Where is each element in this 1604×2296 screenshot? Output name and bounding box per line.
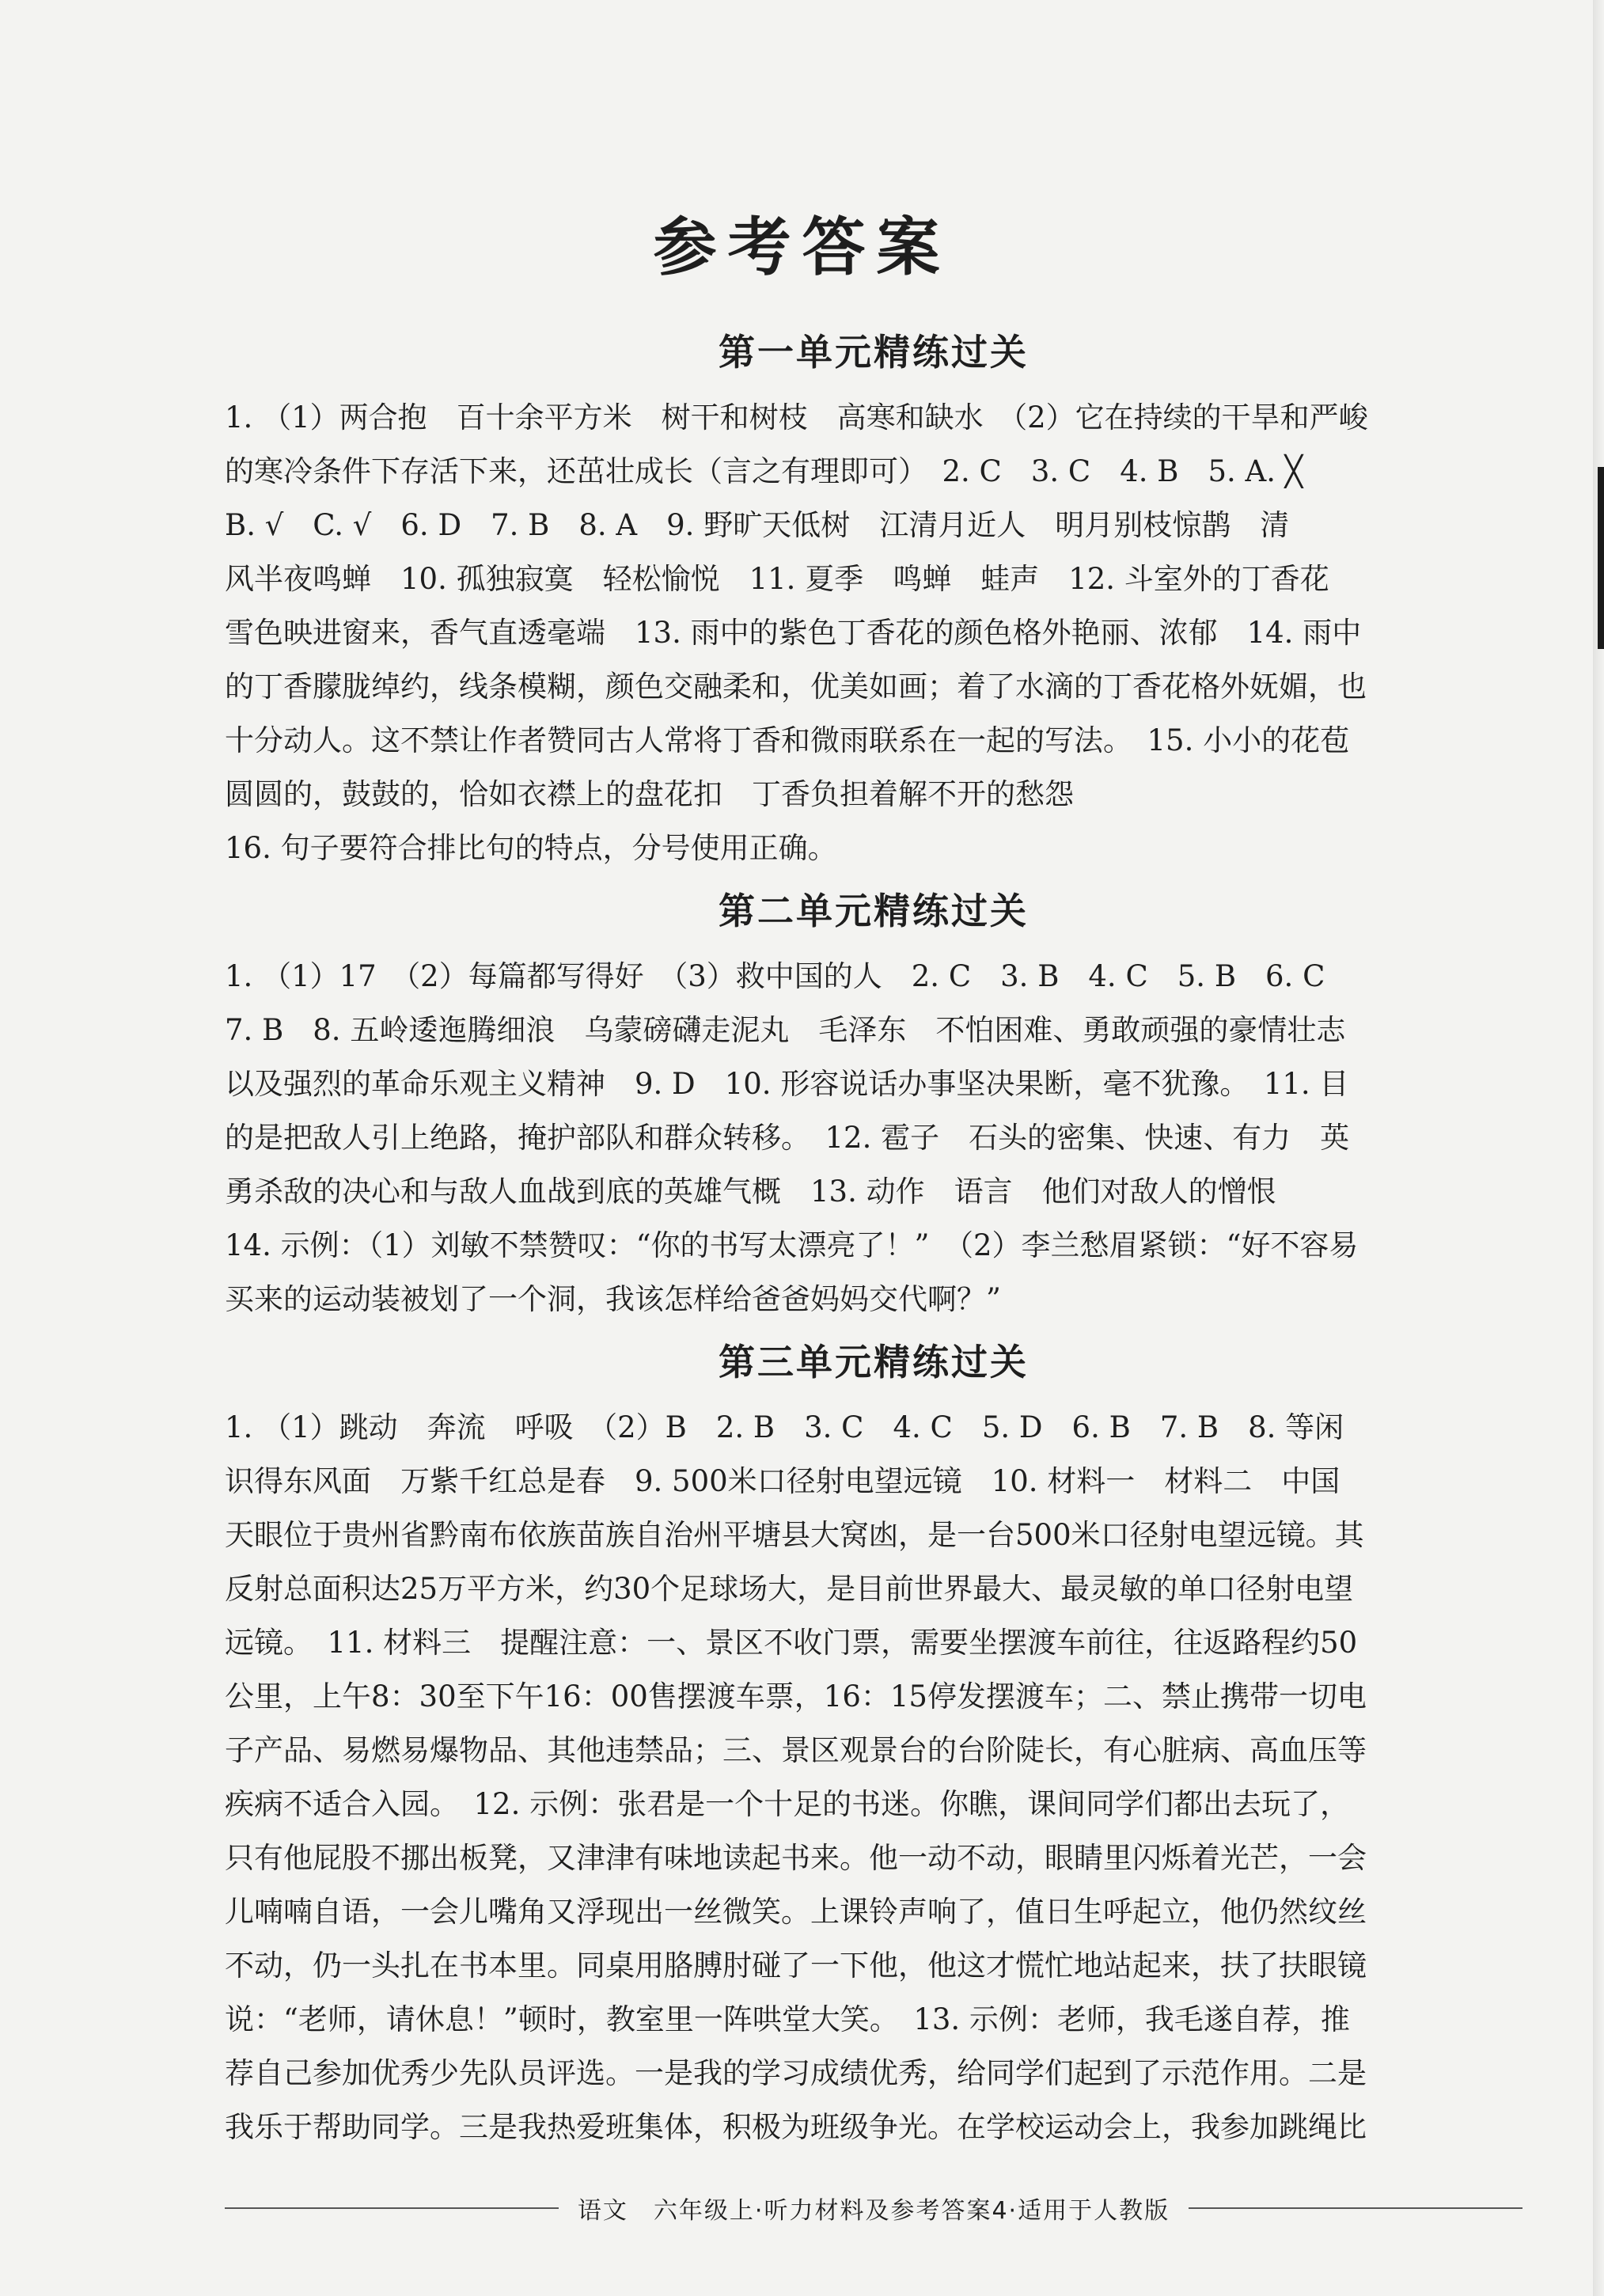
answer-content: [225, 317, 1522, 2154]
footer-text: 语文 六年级上·听力材料及参考答案4·适用于人教版: [577, 2197, 1170, 2225]
section-heading: 第二单元精练过关: [719, 890, 1029, 932]
text-line: 疾病不适合入园。 12. 示例：张君是一个十足的书迷。你瞧，课间同学们都出去玩了，: [225, 1787, 1350, 1821]
text-line: 儿喃喃自语，一会儿嘴角又浮现出一丝微笑。上课铃声响了，值日生呼起立，他仍然纹丝: [225, 1895, 1367, 1929]
footer-rule-left: [225, 2207, 559, 2209]
text-line: 反射总面积达25万平方米，约30个足球场大，是目前世界最大、最灵敏的单口径射电望: [225, 1572, 1354, 1606]
text-line: 远镜。 11. 材料三 提醒注意：一、景区不收门票，需要坐摆渡车前往，往返路程约50: [225, 1626, 1358, 1660]
section-unit-1: [225, 324, 1522, 875]
text-line: 7. B 8. 五岭逶迤腾细浪 乌蒙磅礴走泥丸 毛泽东 不怕困难、勇敢顽强的豪情壮志: [225, 1013, 1346, 1047]
binding-mark: [1598, 467, 1604, 649]
section-heading: 第一单元精练过关: [719, 331, 1029, 374]
text-line: 天眼位于贵州省黔南布依族苗族自治州平塘县大窝凼，是一台500米口径射电望远镜。其: [225, 1518, 1364, 1552]
page-edge: [1593, 0, 1604, 2296]
text-line: 识得东风面 万紫千红总是春 9. 500米口径射电望远镜 10. 材料一 材料二 中国: [225, 1464, 1340, 1498]
section-body: [225, 391, 1522, 875]
text-line: 14. 示例：（1）刘敏不禁赞叹：“你的书写太漂亮了！” （2）李兰愁眉紧锁：“好不容易: [225, 1228, 1359, 1262]
text-line: 子产品、易燃易爆物品、其他违禁品；三、景区观景台的台阶陡长，有心脏病、高血压等: [225, 1733, 1367, 1767]
text-line: 以及强烈的革命乐观主义精神 9. D 10. 形容说话办事坚决果断，毫不犹豫。 11. 目: [225, 1067, 1349, 1101]
text-line: 十分动人。这不禁让作者赞同古人常将丁香和微雨联系在一起的写法。 15. 小小的花苞: [225, 723, 1350, 757]
section-heading: 第三单元精练过关: [719, 1341, 1029, 1383]
section-unit-2: [225, 883, 1522, 1326]
text-line: 公里，上午8：30至下午16：00售摆渡车票，16：15停发摆渡车；二、禁止携带一切电: [225, 1679, 1367, 1713]
footer-rule-right: [1189, 2207, 1522, 2209]
text-line: 荐自己参加优秀少先队员评选。一是我的学习成绩优秀，给同学们起到了示范作用。二是: [225, 2056, 1367, 2090]
text-line: 雪色映进窗来，香气直透毫端 13. 雨中的紫色丁香花的颜色格外艳丽、浓郁 14. 雨中: [225, 616, 1362, 650]
text-line: 风半夜鸣蝉 10. 孤独寂寞 轻松愉悦 11. 夏季 鸣蝉 蛙声 12. 斗室外的丁香花: [225, 562, 1329, 596]
text-line: 不动，仍一头扎在书本里。同桌用胳膊肘碰了一下他，他这才慌忙地站起来，扶了扶眼镜: [225, 1949, 1367, 1983]
page-footer: [225, 2188, 1522, 2228]
section-unit-3: [225, 1334, 1522, 2154]
section-body: [225, 1401, 1522, 2154]
section-body: [225, 950, 1522, 1326]
text-line: 勇杀敌的决心和与敌人血战到底的英雄气概 13. 动作 语言 他们对敌人的憎恨: [225, 1175, 1276, 1209]
text-line: 我乐于帮助同学。三是我热爱班集体，积极为班级争光。在学校运动会上，我参加跳绳比: [225, 2110, 1367, 2144]
text-line: 的寒冷条件下存活下来，还茁壮成长（言之有理即可） 2. C 3. C 4. B 5. A. ╳: [225, 454, 1303, 488]
text-line: 买来的运动装被划了一个洞，我该怎样给爸爸妈妈交代啊？”: [225, 1282, 1001, 1316]
text-line: 1. （1）两合抱 百十余平方米 树干和树枝 高寒和缺水 （2）它在持续的干旱和严峻: [225, 400, 1368, 435]
text-line: 圆圆的，鼓鼓的，恰如衣襟上的盘花扣 丁香负担着解不开的愁怨: [225, 777, 1074, 811]
text-line: 说：“老师，请休息！”顿时，教室里一阵哄堂大笑。 13. 示例：老师，我毛遂自荐，推: [225, 2002, 1350, 2036]
text-line: B. √ C. √ 6. D 7. B 8. A 9. 野旷天低树 江清月近人 明月别枝惊鹊 清: [225, 508, 1290, 542]
page-title: 参考答案: [653, 210, 951, 284]
text-line: 只有他屁股不挪出板凳，又津津有味地读起书来。他一动不动，眼睛里闪烁着光芒，一会: [225, 1841, 1367, 1875]
text-line: 1. （1）跳动 奔流 呼吸 （2）B 2. B 3. C 4. C 5. D 6. B 7. B 8. 等闲: [225, 1410, 1344, 1444]
text-line: 1. （1）17 （2）每篇都写得好 （3）救中国的人 2. C 3. B 4. C 5. B 6. C: [225, 959, 1325, 993]
text-line: 16. 句子要符合排比句的特点，分号使用正确。: [225, 831, 837, 865]
text-line: 的是把敌人引上绝路，掩护部队和群众转移。 12. 雹子 石头的密集、快速、有力 英: [225, 1121, 1350, 1155]
text-line: 的丁香朦胧绰约，线条模糊，颜色交融柔和，优美如画；着了水滴的丁香花格外妩媚，也: [225, 670, 1367, 704]
